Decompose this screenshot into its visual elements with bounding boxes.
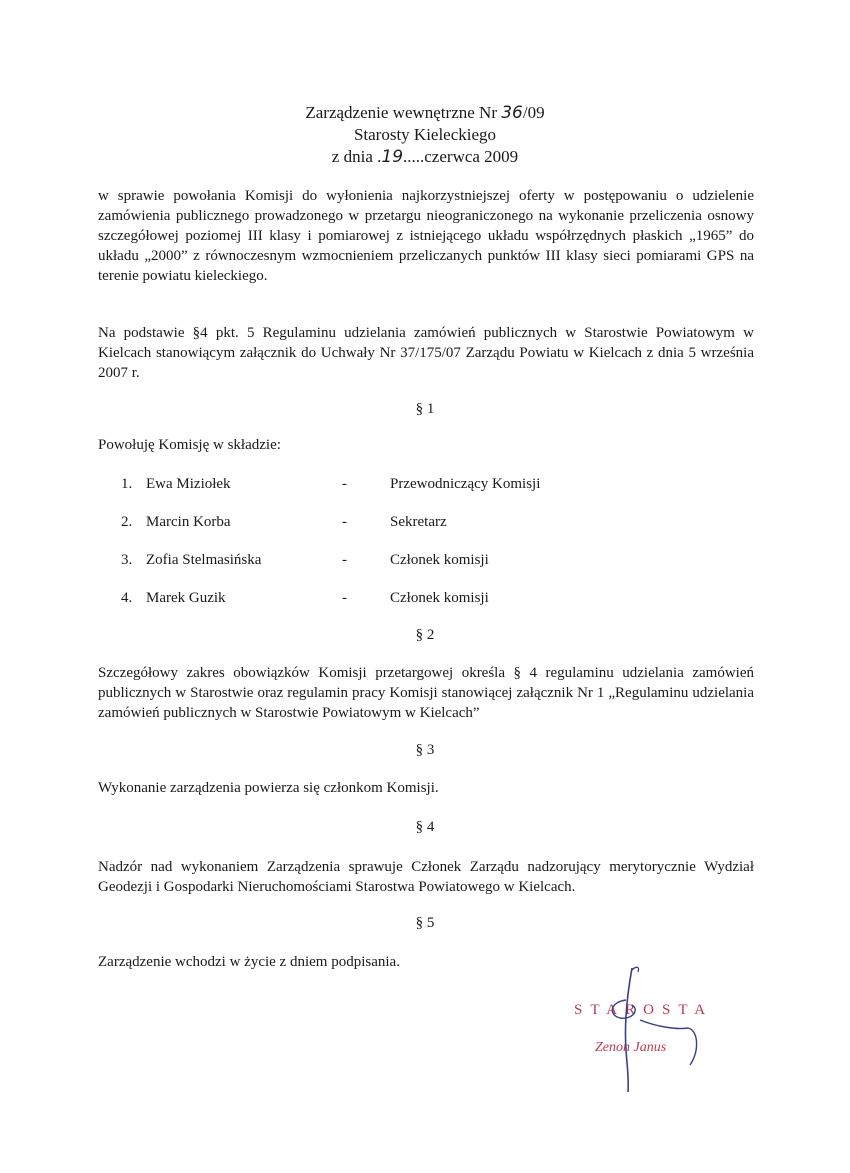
- member-number: 3.: [121, 552, 133, 568]
- member-dash: -: [342, 514, 347, 530]
- section-4-heading: § 4: [415, 819, 435, 835]
- member-role: Członek komisji: [390, 590, 489, 606]
- member-dash: -: [342, 552, 347, 568]
- legal-basis-paragraph: Na podstawie §4 pkt. 5 Regulaminu udzielania zamówień publicznych w Starostwie Powiatowym w Kielcach stanowiącym załącznik do Uchwały Nr 37/175/07 Zarządu Powiatu w Kielcach z dnia 5 września 2007 r.: [98, 325, 754, 381]
- date-suffix: .....czerwca 2009: [403, 147, 519, 166]
- order-number-handwritten: 36: [501, 103, 523, 123]
- issuer-title: Starosty Kieleckiego: [353, 125, 497, 144]
- date-prefix: z dnia .: [331, 147, 382, 166]
- stamp-name: Zenon Janus: [595, 1040, 667, 1055]
- member-number: 1.: [121, 476, 133, 492]
- member-name: Zofia Stelmasińska: [146, 552, 262, 568]
- order-title: [0, 103, 850, 123]
- section-2-text: Szczegółowy zakres obowiązków Komisji przetargowej określa § 4 regulaminu udzielania zamówień publicznych w Starostwie oraz regulamin pracy Komisji stanowiącej załącznik Nr 1 „Regulaminu udzielania zamówień publicznych w Starostwie Powiatowym w Kielcach”: [98, 665, 754, 721]
- member-name: Marcin Korba: [146, 514, 231, 530]
- member-name: Ewa Miziołek: [146, 476, 231, 492]
- section-4-text: Nadzór nad wykonaniem Zarządzenia sprawuje Członek Zarządu nadzorujący merytorycznie Wydział Geodezji i Gospodarki Nieruchomościami Starostwa Powiatowego w Kielcach.: [98, 859, 754, 895]
- member-dash: -: [342, 590, 347, 606]
- member-number: 2.: [121, 514, 133, 530]
- section-1-heading: § 1: [415, 401, 435, 417]
- handwritten-signature: [580, 960, 720, 1100]
- member-name: Marek Guzik: [146, 590, 226, 606]
- starosta-stamp: STAROSTA: [574, 1002, 714, 1018]
- member-role: Sekretarz: [390, 514, 447, 530]
- section-3-text: Wykonanie zarządzenia powierza się członkom Komisji.: [98, 780, 439, 796]
- section-5-heading: § 5: [415, 915, 435, 931]
- section-5-text: Zarządzenie wchodzi w życie z dniem podpisania.: [98, 954, 400, 970]
- committee-lead: Powołuję Komisję w składzie:: [98, 437, 281, 453]
- order-title-prefix: Zarządzenie wewnętrzne Nr: [305, 103, 502, 122]
- member-role: Przewodniczący Komisji: [390, 476, 541, 492]
- member-dash: -: [342, 476, 347, 492]
- section-3-heading: § 3: [415, 742, 435, 758]
- member-number: 4.: [121, 590, 133, 606]
- member-role: Członek komisji: [390, 552, 489, 568]
- order-title-suffix: /09: [522, 103, 545, 122]
- order-date: [0, 147, 850, 167]
- day-handwritten: 19: [381, 147, 404, 167]
- subject-paragraph: w sprawie powołania Komisji do wyłonienia najkorzystniejszej oferty w postępowaniu o udzielenie zamówienia publicznego prowadzonego w przetargu nieograniczonego na wykonanie przeliczenia osnowy szczegółowej poziomej III klasy i pomiarowej z istniejącego układu współrzędnych płaskich „1965” do układu „2000” z równoczesnym wzmocnieniem przeliczanych punktów III klasy sieci pomiarami GPS na terenie powiatu kieleckiego.: [98, 188, 754, 284]
- section-2-heading: § 2: [415, 627, 435, 643]
